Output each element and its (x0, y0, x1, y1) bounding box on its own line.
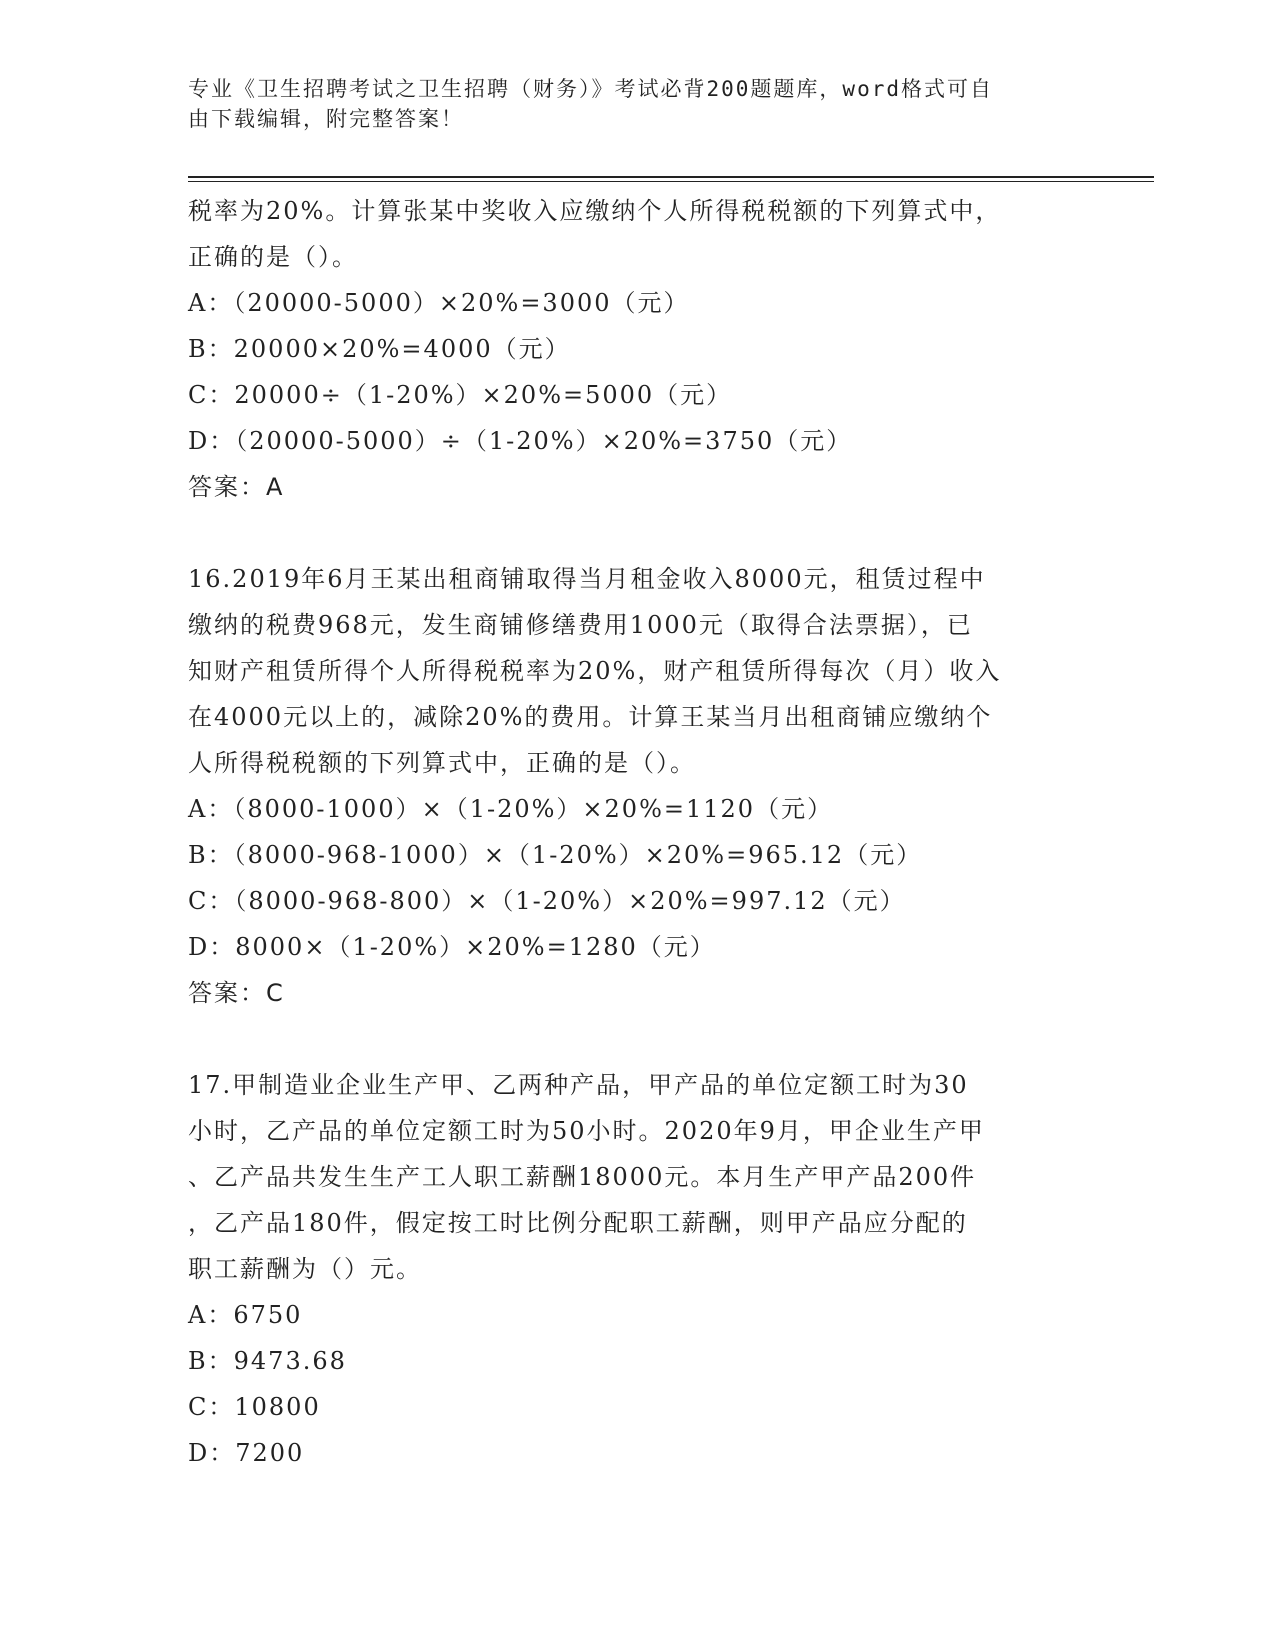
option-a: A：（8000-1000）×（1-20%）×20%=1120（元） (188, 795, 834, 823)
question-stem-line: 正确的是（）。 (188, 243, 358, 271)
question-15 (188, 188, 1088, 510)
question-stem-line: 在4000元以上的，减除20%的费用。计算王某当月出租商铺应缴纳个 (188, 703, 993, 731)
option-d: D：7200 (188, 1439, 305, 1467)
answer-line: 答案：C (188, 979, 285, 1007)
question-spacer (188, 510, 1088, 556)
option-d: D：8000×（1-20%）×20%=1280（元） (188, 933, 716, 961)
document-header (188, 74, 1068, 134)
question-stem-line: 人所得税税额的下列算式中，正确的是（）。 (188, 749, 696, 777)
header-divider-thick (188, 176, 1154, 178)
question-spacer (188, 1016, 1088, 1062)
question-stem-line: 知财产租赁所得个人所得税税率为20%，财产租赁所得每次（月）收入 (188, 657, 1002, 685)
question-stem-line: 16.2019年6月王某出租商铺取得当月租金收入8000元，租赁过程中 (188, 565, 986, 593)
header-divider-thin (188, 181, 1154, 182)
option-d: D：（20000-5000）÷（1-20%）×20%=3750（元） (188, 427, 853, 455)
option-c: C：10800 (188, 1393, 321, 1421)
option-b: B：9473.68 (188, 1347, 347, 1375)
option-a: A：（20000-5000）×20%=3000（元） (188, 289, 690, 317)
question-17 (188, 1062, 1088, 1476)
option-c: C：（8000-968-800）×（1-20%）×20%=997.12（元） (188, 887, 906, 915)
question-stem-line: ，乙产品180件，假定按工时比例分配职工薪酬，则甲产品应分配的 (188, 1209, 968, 1237)
question-16 (188, 556, 1088, 1016)
question-stem-line: 小时，乙产品的单位定额工时为50小时。2020年9月，甲企业生产甲 (188, 1117, 985, 1145)
question-stem-line: 职工薪酬为（）元。 (188, 1255, 422, 1283)
answer-line: 答案：A (188, 473, 285, 501)
header-line-2: 由下载编辑，附完整答案！ (188, 107, 464, 131)
header-line-1: 专业《卫生招聘考试之卫生招聘（财务）》考试必背200题题库，word格式可自 (188, 77, 993, 101)
question-stem-line: 税率为20%。计算张某中奖收入应缴纳个人所得税税额的下列算式中， (188, 197, 1002, 225)
question-stem-line: 、乙产品共发生生产工人职工薪酬18000元。本月生产甲产品200件 (188, 1163, 977, 1191)
option-a: A：6750 (188, 1301, 303, 1329)
option-c: C：20000÷（1-20%）×20%=5000（元） (188, 381, 733, 409)
question-stem-line: 缴纳的税费968元，发生商铺修缮费用1000元（取得合法票据），已 (188, 611, 973, 639)
document-body (188, 188, 1088, 1476)
option-b: B：20000×20%=4000（元） (188, 335, 571, 363)
question-stem-line: 17.甲制造业企业生产甲、乙两种产品，甲产品的单位定额工时为30 (188, 1071, 969, 1099)
option-b: B：（8000-968-1000）×（1-20%）×20%=965.12（元） (188, 841, 923, 869)
